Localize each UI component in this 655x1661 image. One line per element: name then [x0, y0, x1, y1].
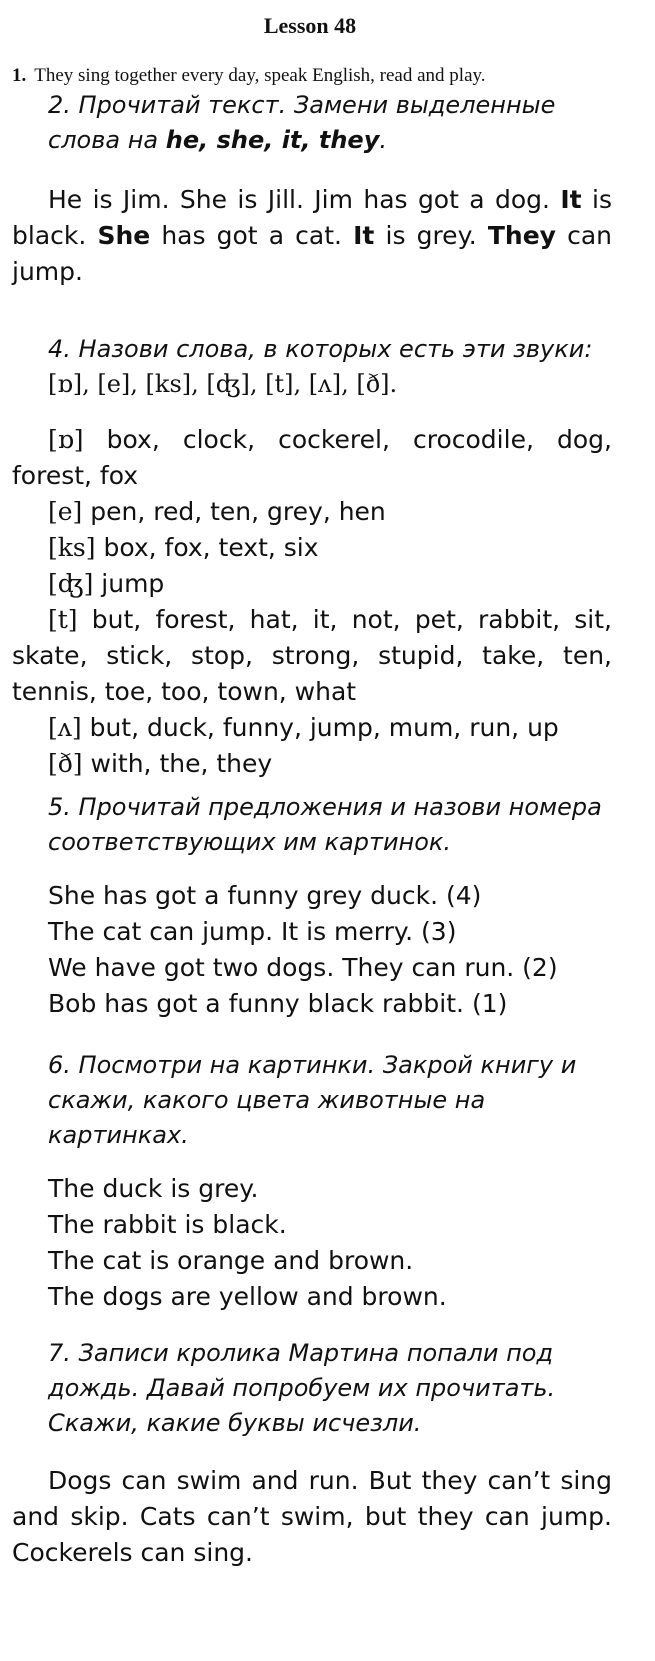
task1-text: They sing together every day, speak English, read and play.	[34, 65, 486, 86]
task5-lines	[12, 878, 612, 1022]
task1-number: 1.	[12, 65, 27, 86]
sound-word-item	[12, 530, 612, 566]
sound-symbol: [t]	[48, 605, 78, 634]
sound-words: box, clock, cockerel, crocodile, dog, forest, fox	[12, 425, 612, 490]
task2-text-segment: has got a cat.	[150, 221, 354, 250]
text-line: The duck is grey.	[48, 1174, 259, 1203]
sound-word-item	[12, 494, 612, 530]
sound-symbol: [ks]	[48, 533, 96, 562]
text-line: The dogs are yellow and brown.	[48, 1282, 447, 1311]
sound-word-item	[12, 566, 612, 602]
sound-words: jump	[93, 569, 165, 598]
sound-words: but, forest, hat, it, not, pet, rabbit, sit, skate, stick, stop, strong, stupid, take, ten, tennis, toe, too, town, what	[12, 605, 612, 706]
task2-highlighted-word: It	[560, 185, 582, 214]
sound-symbol: [ʤ]	[48, 569, 94, 598]
text-line: The cat is orange and brown.	[48, 1246, 414, 1275]
task2-instruction	[12, 88, 612, 158]
sound-symbol: [ð]	[48, 749, 83, 778]
task2-text	[12, 182, 612, 290]
text-line: The rabbit is black.	[48, 1210, 287, 1239]
task2-text-segment: He is Jim. She is Jill. Jim has got a dog.	[48, 185, 561, 214]
sound-words: but, duck, funny, jump, mum, run, up	[81, 713, 559, 742]
task7-instruction: 7. Записи кролика Мартина попали под дождь. Давай попробуем их прочитать. Скажи, какие буквы исчезли.	[48, 1339, 556, 1437]
task2-text-segment: can jump.	[12, 221, 613, 286]
sound-words: box, fox, text, six	[95, 533, 319, 562]
task4-instruction: 4. Назови слова, в которых есть эти звуки:	[48, 335, 593, 363]
sound-word-item	[12, 422, 612, 494]
text-line: She has got a funny grey duck. (4)	[48, 881, 482, 910]
sound-symbol: [ɒ]	[48, 425, 84, 454]
task5	[12, 790, 612, 1022]
task2-highlighted-word: They	[487, 221, 556, 250]
task5-instruction: 5. Прочитай предложения и назови номера соответствующих им картинок.	[48, 793, 602, 856]
task4	[12, 332, 612, 782]
task6-lines	[12, 1171, 612, 1315]
task6	[12, 1048, 612, 1315]
text-line: The cat can jump. It is merry. (3)	[48, 917, 457, 946]
sound-symbol: [e]	[48, 497, 83, 526]
text-line: We have got two dogs. They can run. (2)	[48, 953, 558, 982]
sound-symbol: [ʌ]	[48, 713, 82, 742]
task2	[12, 88, 612, 290]
task2-highlighted-word: She	[97, 221, 151, 250]
task6-instruction: 6. Посмотри на картинки. Закрой книгу и скажи, какого цвета животные на картинках.	[48, 1051, 577, 1149]
task2-instruction-end: .	[379, 126, 387, 154]
sound-words: with, the, they	[82, 749, 273, 778]
sound-word-item	[12, 746, 612, 782]
task7	[12, 1336, 612, 1571]
task7-text: Dogs can swim and run. But they can’t sing and skip. Cats can’t swim, but they can jump. Cockerels can sing.	[12, 1466, 612, 1567]
task2-highlighted-word: It	[353, 221, 375, 250]
text-line: Bob has got a funny black rabbit. (1)	[48, 989, 508, 1018]
sound-word-item	[12, 710, 612, 746]
task2-text-segment: is black.	[12, 185, 612, 250]
task2-instruction-text: 2. Прочитай текст. Замени выделенные слова на	[48, 91, 556, 154]
sound-words: pen, red, ten, grey, hen	[82, 497, 386, 526]
task4-word-list	[12, 422, 612, 782]
task4-sounds: [ɒ], [e], [ks], [ʤ], [t], [ʌ], [ð].	[48, 370, 398, 398]
task2-instruction-words: he, she, it, they	[165, 126, 380, 154]
task1-answer	[12, 64, 632, 88]
lesson-title: Lesson 48	[263, 13, 357, 38]
sound-word-item	[12, 602, 612, 710]
task2-text-segment: is grey.	[374, 221, 488, 250]
